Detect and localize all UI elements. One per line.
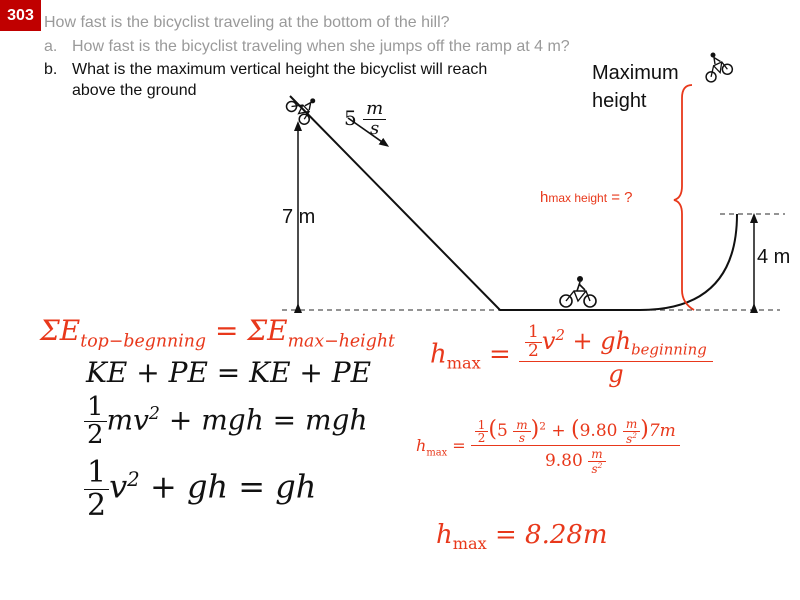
hmax-unknown-label: hmax height = ? bbox=[540, 189, 633, 206]
max-height-label-line1: Maximum bbox=[592, 62, 679, 84]
hmax-result: $h_{max} = 8.28m$ bbox=[436, 520, 608, 554]
bicycle-icon-air bbox=[697, 48, 734, 84]
question-main: How fast is the bicyclist traveling at the bottom of the hill? bbox=[44, 14, 450, 31]
question-b-line2: above the ground bbox=[72, 82, 197, 99]
bicycle-icon-bottom bbox=[560, 276, 596, 307]
mass-cancelled-equation: $\frac{1}{2}$ $v^2$ + gh = gh bbox=[84, 457, 316, 521]
question-b-line1: What is the maximum vertical height the bicyclist will reach bbox=[72, 61, 488, 78]
hill-height-label: 7 m bbox=[282, 206, 316, 228]
question-b-letter: b. bbox=[44, 61, 58, 78]
question-a: How fast is the bicyclist traveling when she jumps off the ramp at 4 m? bbox=[72, 38, 570, 55]
hmax-formula: $h_{max}$ = $\frac{1}{2}$ $v^2 + gh_{beginning}$ g bbox=[430, 324, 713, 387]
hmax-substitution: $h_{max}$ = $\frac{1}{2}$ (5 $\frac{m}{s}$ )$^2$ + (9.80 $\frac{m}{s^2}$ )7m 9.80 $\frac{m}{s^2}$ bbox=[416, 418, 680, 475]
ke-pe-equation: KE + PE = KE + PE bbox=[86, 356, 372, 389]
max-height-label-line2: height bbox=[592, 90, 647, 112]
question-a-letter: a. bbox=[44, 38, 58, 55]
speed-label: 5 $\frac{m}{s}$ bbox=[344, 100, 386, 139]
max-height-brace bbox=[674, 85, 694, 310]
slide-number-badge: 303 bbox=[0, 0, 41, 31]
ramp-height-label: 4 m bbox=[757, 246, 791, 268]
bicycle-icon-top bbox=[284, 88, 323, 127]
energy-terms-equation: $\frac{1}{2}$ $mv^2$ + mgh = mgh bbox=[84, 394, 368, 450]
energy-conservation-equation: $\Sigma E_{top-begnning} = \Sigma E_{max-height}$ bbox=[40, 314, 395, 352]
